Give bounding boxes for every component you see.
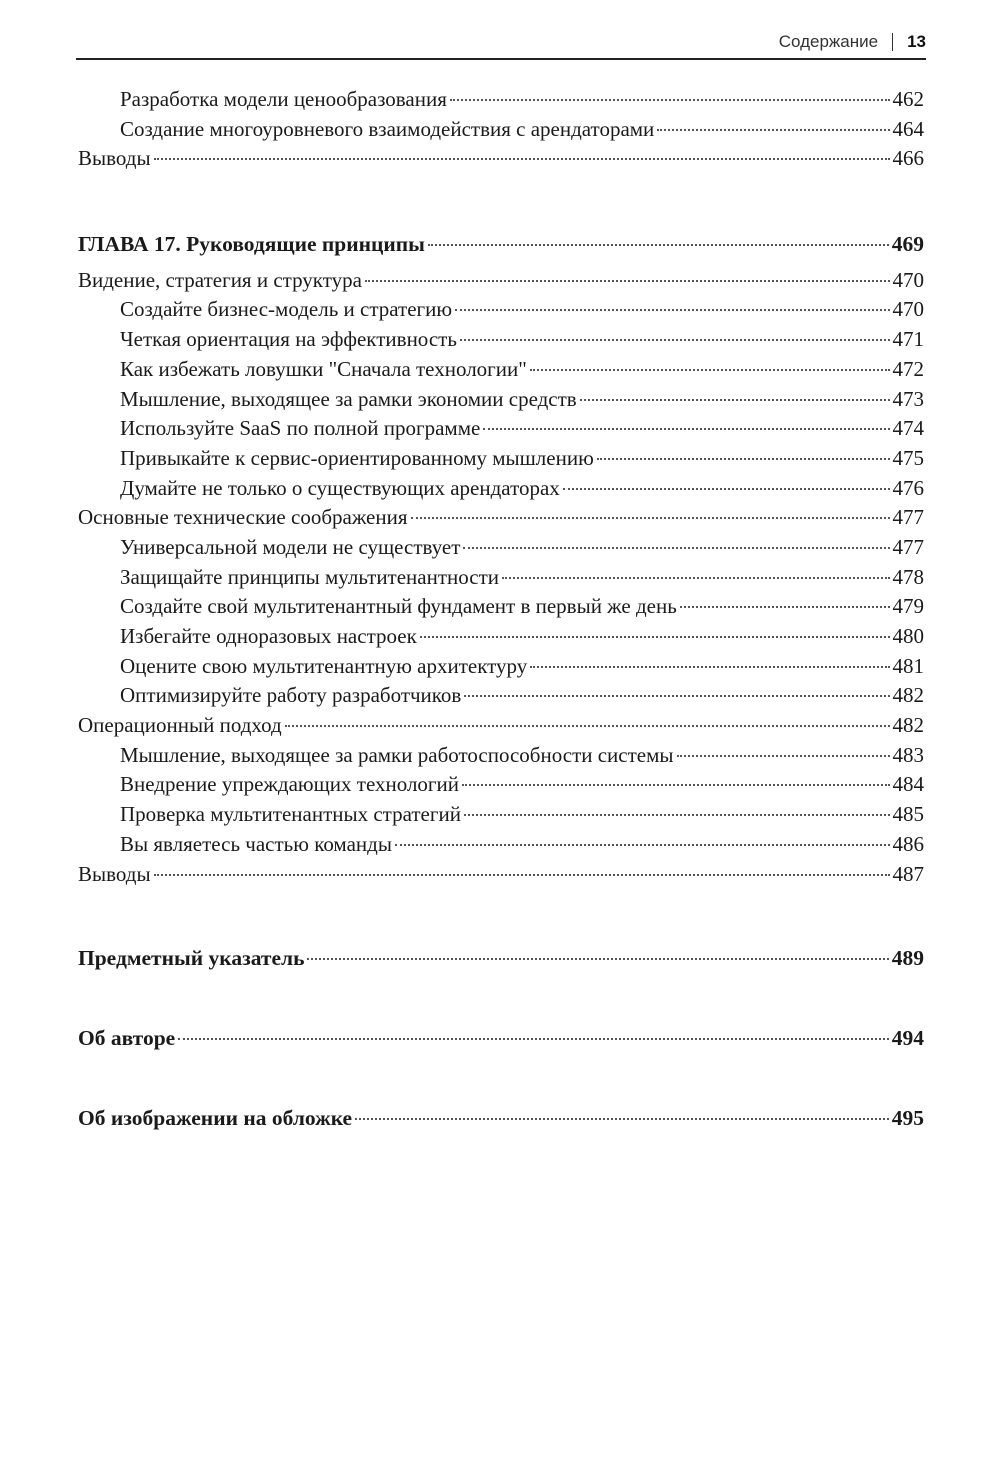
toc-entry-title: Универсальной модели не существует (120, 534, 461, 559)
dot-leader (395, 844, 890, 846)
toc-entry-page: 483 (892, 742, 924, 767)
toc-entry-title: Привыкайте к сервис-ориентированному мышлению (120, 445, 594, 470)
toc-entry-title: Мышление, выходящее за рамки экономии средств (120, 386, 577, 411)
dot-leader (502, 577, 889, 579)
toc-entry-title: Внедрение упреждающих технологий (120, 772, 460, 797)
dot-leader (428, 244, 889, 246)
dot-leader (420, 636, 890, 638)
dot-leader (530, 666, 889, 668)
toc-entry-title: Оцените свою мультитенантную архитектуру (120, 653, 528, 678)
toc-subsection[interactable] (78, 387, 924, 417)
toc-entry-title: Четкая ориентация на эффективность (120, 327, 457, 352)
toc-entry[interactable] (78, 146, 924, 176)
chapter-title: ГЛАВА 17. Руководящие принципы (78, 232, 425, 257)
toc-entry-title: Мышление, выходящее за рамки работоспособности системы (120, 742, 674, 767)
dot-leader (285, 725, 890, 727)
toc-entry-page: 476 (892, 475, 924, 500)
toc-entry-page: 477 (892, 505, 924, 530)
toc-entry-title: Выводы (78, 861, 151, 886)
toc-entry-title: Выводы (78, 146, 151, 171)
toc-subsection[interactable] (78, 772, 924, 802)
toc-section[interactable] (78, 505, 924, 535)
toc-entry-title: Создайте бизнес-модель и стратегию (120, 297, 453, 322)
dot-leader (580, 399, 890, 401)
toc-entry-title: Вы являетесь частью команды (120, 831, 392, 856)
toc-entry-page: 472 (892, 356, 924, 381)
toc-entry-page: 475 (892, 445, 924, 470)
toc-subsection[interactable] (78, 357, 924, 387)
toc-entry-title: Думайте не только о существующих арендаторах (120, 475, 560, 500)
toc-entry-page: 489 (891, 946, 924, 971)
toc-entry-title: Основные технические соображения (78, 505, 408, 530)
dot-leader (677, 755, 890, 757)
dot-leader (597, 458, 890, 460)
dot-leader (154, 874, 890, 876)
dot-leader (411, 517, 890, 519)
page-number: 13 (907, 32, 926, 51)
page-header (76, 30, 926, 60)
toc-entry-page: 477 (892, 534, 924, 559)
toc-entry-title: Операционный подход (78, 713, 282, 738)
dot-leader (464, 814, 890, 816)
toc-subsection[interactable] (78, 624, 924, 654)
toc-entry-page: 480 (892, 624, 924, 648)
dot-leader (657, 129, 889, 131)
toc-entry-page: 485 (892, 802, 924, 827)
toc-entry-page: 470 (892, 267, 924, 292)
toc-entry-page: 471 (892, 327, 924, 352)
toc-entry-page: 486 (892, 831, 924, 856)
dot-leader (464, 695, 889, 697)
dot-leader (680, 606, 890, 608)
toc-entry-page: 481 (892, 653, 924, 678)
toc-subsection[interactable] (78, 743, 924, 773)
toc-subsection[interactable] (78, 416, 924, 446)
toc-entry-title: Разработка модели ценообразования (120, 87, 447, 111)
toc-entry-page: 479 (892, 594, 924, 619)
dot-leader (307, 958, 888, 960)
toc-entry-page: 462 (892, 87, 924, 111)
dot-leader (365, 280, 890, 282)
dot-leader (154, 158, 890, 160)
toc-entry-page: 495 (891, 1105, 924, 1130)
dot-leader (460, 339, 890, 341)
toc-back-matter-entry[interactable] (78, 1026, 924, 1056)
table-of-contents (78, 87, 924, 1135)
toc-entry-page: 487 (892, 861, 924, 886)
toc-entry-page: 466 (892, 146, 924, 171)
toc-entry-page: 478 (892, 564, 924, 589)
dot-leader (483, 428, 889, 430)
toc-subsection[interactable] (78, 802, 924, 832)
toc-entry-page: 464 (892, 116, 924, 141)
toc-entry-title: Создайте свой мультитенантный фундамент в первый же день (120, 594, 677, 619)
toc-chapter-heading[interactable] (78, 232, 924, 262)
running-head-title: Содержание (778, 32, 879, 51)
toc-entry-page: 482 (892, 683, 924, 708)
toc-subsection[interactable] (78, 654, 924, 684)
toc-subsection[interactable] (78, 327, 924, 357)
toc-entry-title: Предметный указатель (78, 946, 305, 971)
toc-entry-title: Создание многоуровневого взаимодействия с арендаторами (120, 116, 655, 141)
toc-entry-page: 474 (892, 416, 924, 441)
toc-subsection[interactable] (78, 446, 924, 476)
toc-subsection[interactable] (78, 683, 924, 713)
toc-entry-page: 473 (892, 386, 924, 411)
dot-leader (563, 488, 890, 490)
toc-section[interactable] (78, 713, 924, 743)
toc-back-matter-entry[interactable] (78, 946, 924, 976)
running-head-separator (892, 33, 893, 51)
toc-subsection[interactable] (78, 535, 924, 565)
dot-leader (355, 1118, 889, 1120)
toc-entry-page: 482 (892, 713, 924, 738)
toc-entry-page: 494 (891, 1025, 924, 1050)
toc-entry-title: Оптимизируйте работу разработчиков (120, 683, 462, 708)
toc-entry-page: 470 (892, 297, 924, 322)
toc-entry[interactable] (78, 87, 924, 117)
toc-subsection[interactable] (78, 476, 924, 506)
toc-entry[interactable] (78, 117, 924, 147)
toc-entry-title: Об авторе (78, 1025, 176, 1050)
dot-leader (462, 784, 889, 786)
toc-back-matter-entry[interactable] (78, 1106, 924, 1136)
toc-section[interactable] (78, 268, 924, 298)
chapter-page: 469 (891, 232, 924, 257)
toc-section[interactable] (78, 862, 924, 892)
toc-entry-title: Видение, стратегия и структура (78, 267, 362, 292)
toc-entry-title: Проверка мультитенантных стратегий (120, 802, 461, 827)
toc-entry-page: 484 (892, 772, 924, 797)
toc-entry-title: Используйте SaaS по полной программе (120, 416, 481, 441)
toc-entry-title: Как избежать ловушки "Сначала технологии" (120, 356, 527, 381)
toc-entry-title: Об изображении на обложке (78, 1105, 353, 1130)
dot-leader (530, 369, 890, 371)
dot-leader (455, 309, 889, 311)
toc-entry-title: Защищайте принципы мультитенантности (120, 564, 500, 589)
toc-subsection[interactable] (78, 297, 924, 327)
toc-subsection[interactable] (78, 594, 924, 624)
dot-leader (450, 99, 890, 101)
dot-leader (178, 1038, 889, 1040)
toc-subsection[interactable] (78, 832, 924, 862)
dot-leader (463, 547, 889, 549)
toc-entry-title: Избегайте одноразовых настроек (120, 624, 417, 648)
toc-subsection[interactable] (78, 565, 924, 595)
